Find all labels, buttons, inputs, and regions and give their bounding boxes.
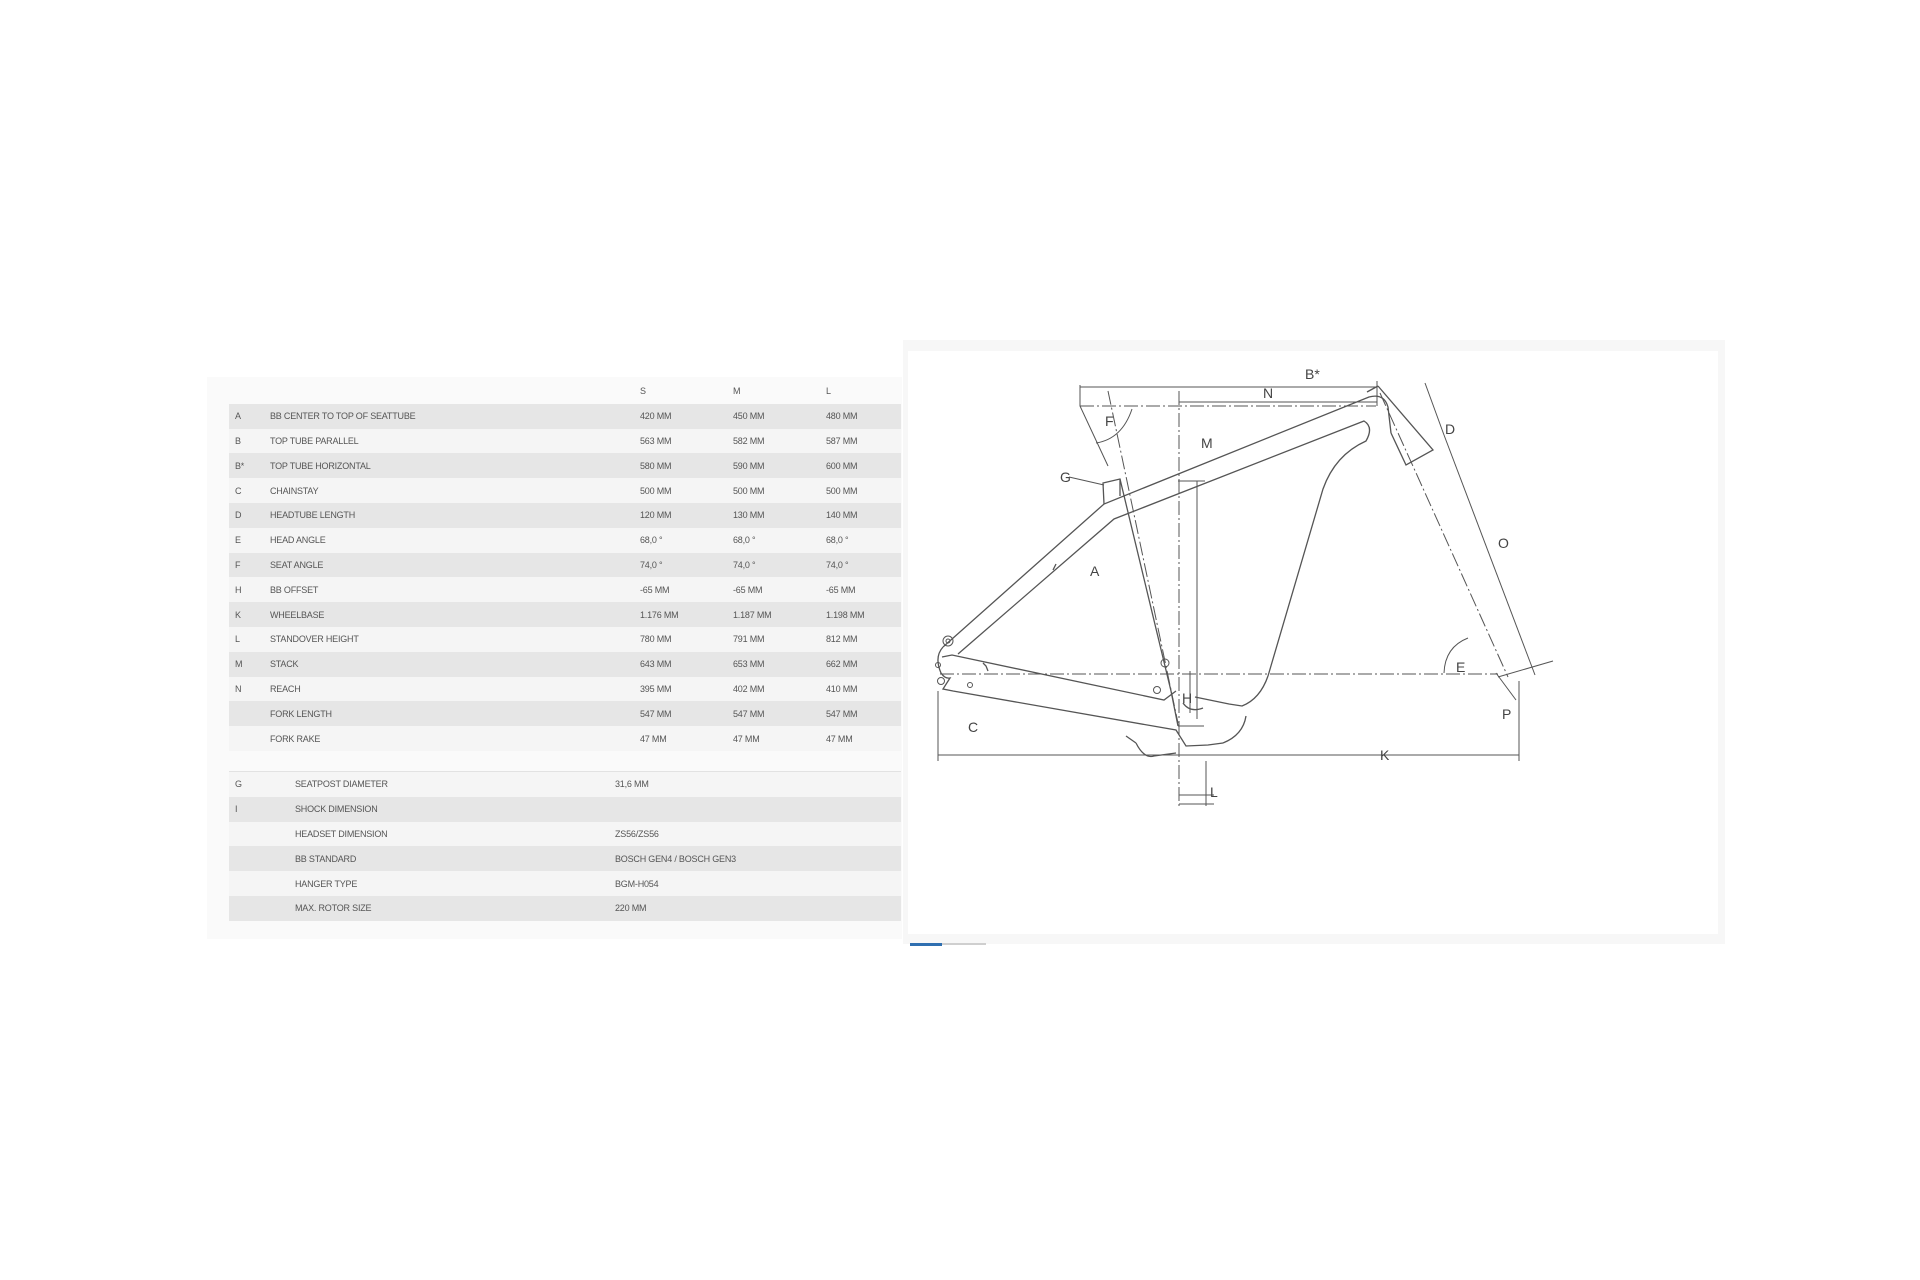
geometry-value: 130 MM: [727, 503, 820, 528]
geometry-row: [229, 677, 901, 702]
geometry-value: 120 MM: [634, 503, 727, 528]
spec-label: SEATPOST DIAMETER: [289, 772, 609, 797]
geometry-value: 480 MM: [820, 404, 901, 429]
spec-table: [229, 771, 901, 921]
geometry-label: FORK LENGTH: [264, 701, 634, 726]
spec-row: [229, 846, 901, 871]
spec-code: I: [229, 797, 289, 822]
geometry-code: L: [229, 627, 264, 652]
label-l: L: [1210, 784, 1218, 800]
geometry-value: 500 MM: [727, 478, 820, 503]
geometry-value: 1.176 MM: [634, 602, 727, 627]
spec-value: 220 MM: [609, 896, 901, 921]
geometry-diagram-panel: [903, 340, 1725, 944]
spec-row: [229, 822, 901, 847]
spec-label: MAX. ROTOR SIZE: [289, 896, 609, 921]
geometry-code: K: [229, 602, 264, 627]
spec-value: ZS56/ZS56: [609, 822, 901, 847]
geometry-label: CHAINSTAY: [264, 478, 634, 503]
geometry-diagram: [908, 351, 1718, 934]
geometry-value: 500 MM: [634, 478, 727, 503]
geometry-value: 582 MM: [727, 429, 820, 454]
spec-label: HANGER TYPE: [289, 871, 609, 896]
geometry-row: [229, 577, 901, 602]
label-k: K: [1380, 747, 1390, 763]
geometry-header-cell: [229, 379, 264, 404]
geometry-label: HEAD ANGLE: [264, 528, 634, 553]
geometry-value: 653 MM: [727, 652, 820, 677]
spec-value: [609, 797, 901, 822]
geometry-value: 74,0 °: [727, 553, 820, 578]
geometry-label: BB OFFSET: [264, 577, 634, 602]
geometry-value: 587 MM: [820, 429, 901, 454]
geometry-value: 410 MM: [820, 677, 901, 702]
geometry-row: [229, 528, 901, 553]
geometry-value: 547 MM: [820, 701, 901, 726]
geometry-label: STANDOVER HEIGHT: [264, 627, 634, 652]
geometry-row: [229, 701, 901, 726]
spec-value: BOSCH GEN4 / BOSCH GEN3: [609, 846, 901, 871]
geometry-value: -65 MM: [634, 577, 727, 602]
geometry-value: 1.198 MM: [820, 602, 901, 627]
geometry-value: 395 MM: [634, 677, 727, 702]
geometry-label: TOP TUBE PARALLEL: [264, 429, 634, 454]
spec-value: BGM-H054: [609, 871, 901, 896]
geometry-value: 74,0 °: [820, 553, 901, 578]
geometry-value: 780 MM: [634, 627, 727, 652]
geometry-value: 643 MM: [634, 652, 727, 677]
geometry-code: H: [229, 577, 264, 602]
geometry-row: [229, 429, 901, 454]
geometry-value: 500 MM: [820, 478, 901, 503]
tab-indicator[interactable]: [910, 943, 986, 946]
spec-row: [229, 772, 901, 797]
frame-drawing: [908, 351, 1718, 934]
label-h: H: [1182, 690, 1193, 706]
spec-label: SHOCK DIMENSION: [289, 797, 609, 822]
label-d: D: [1445, 421, 1456, 437]
geometry-code: D: [229, 503, 264, 528]
geometry-value: 791 MM: [727, 627, 820, 652]
geometry-value: 140 MM: [820, 503, 901, 528]
geometry-row: [229, 652, 901, 677]
geometry-value: 547 MM: [634, 701, 727, 726]
tab-inactive-marker[interactable]: [942, 943, 986, 945]
label-m: M: [1201, 435, 1213, 451]
geometry-code: C: [229, 478, 264, 503]
spec-code: [229, 896, 289, 921]
geometry-row: [229, 602, 901, 627]
geometry-value: 600 MM: [820, 453, 901, 478]
geometry-code: [229, 701, 264, 726]
spec-row: [229, 871, 901, 896]
spec-code: [229, 822, 289, 847]
spec-label: BB STANDARD: [289, 846, 609, 871]
geometry-row: [229, 726, 901, 751]
label-c: C: [968, 719, 979, 735]
geometry-row: [229, 478, 901, 503]
geometry-label: FORK RAKE: [264, 726, 634, 751]
label-g: G: [1060, 469, 1071, 485]
geometry-row: [229, 503, 901, 528]
geometry-code: A: [229, 404, 264, 429]
geometry-value: 74,0 °: [634, 553, 727, 578]
spec-code: [229, 846, 289, 871]
geometry-label: TOP TUBE HORIZONTAL: [264, 453, 634, 478]
geometry-header-cell: M: [733, 386, 741, 397]
geometry-row: [229, 627, 901, 652]
geometry-label: STACK: [264, 652, 634, 677]
spec-code: G: [229, 772, 289, 797]
geometry-label: WHEELBASE: [264, 602, 634, 627]
geometry-value: -65 MM: [820, 577, 901, 602]
spec-label: HEADSET DIMENSION: [289, 822, 609, 847]
geometry-row: [229, 453, 901, 478]
spec-value: 31,6 MM: [609, 772, 901, 797]
geometry-row: [229, 404, 901, 429]
geometry-value: 47 MM: [820, 726, 901, 751]
geometry-value: 812 MM: [820, 627, 901, 652]
geometry-value: 662 MM: [820, 652, 901, 677]
geometry-value: 450 MM: [727, 404, 820, 429]
geometry-code: B*: [229, 453, 264, 478]
geometry-value: 563 MM: [634, 429, 727, 454]
geometry-value: 68,0 °: [820, 528, 901, 553]
geometry-value: 402 MM: [727, 677, 820, 702]
geometry-header-row: [229, 379, 901, 404]
geometry-value: 420 MM: [634, 404, 727, 429]
geometry-label: SEAT ANGLE: [264, 553, 634, 578]
geometry-value: 580 MM: [634, 453, 727, 478]
tab-active-marker[interactable]: [910, 943, 942, 946]
geometry-value: 590 MM: [727, 453, 820, 478]
geometry-code: F: [229, 553, 264, 578]
geometry-value: 47 MM: [727, 726, 820, 751]
geometry-code: [229, 726, 264, 751]
label-b-star: B*: [1305, 366, 1320, 382]
geometry-label: HEADTUBE LENGTH: [264, 503, 634, 528]
label-f: F: [1105, 413, 1114, 429]
geometry-label: BB CENTER TO TOP OF SEATTUBE: [264, 404, 634, 429]
geometry-table: [229, 379, 901, 751]
label-o: O: [1498, 535, 1509, 551]
geometry-value: 1.187 MM: [727, 602, 820, 627]
label-e: E: [1456, 659, 1466, 675]
geometry-label: REACH: [264, 677, 634, 702]
geometry-value: 547 MM: [727, 701, 820, 726]
geometry-header-cell: [264, 379, 634, 404]
geometry-code: M: [229, 652, 264, 677]
geometry-header-cell: S: [640, 386, 646, 397]
geometry-value: -65 MM: [727, 577, 820, 602]
spec-row: [229, 896, 901, 921]
spec-row: [229, 797, 901, 822]
geometry-code: N: [229, 677, 264, 702]
label-n: N: [1263, 385, 1274, 401]
geometry-row: [229, 553, 901, 578]
geometry-code: B: [229, 429, 264, 454]
geometry-code: E: [229, 528, 264, 553]
geometry-header-cell: L: [826, 386, 831, 397]
geometry-value: 68,0 °: [634, 528, 727, 553]
spec-code: [229, 871, 289, 896]
geometry-value: 68,0 °: [727, 528, 820, 553]
label-a: A: [1090, 563, 1100, 579]
geometry-value: 47 MM: [634, 726, 727, 751]
label-p: P: [1502, 706, 1512, 722]
geometry-panel: [207, 377, 902, 939]
